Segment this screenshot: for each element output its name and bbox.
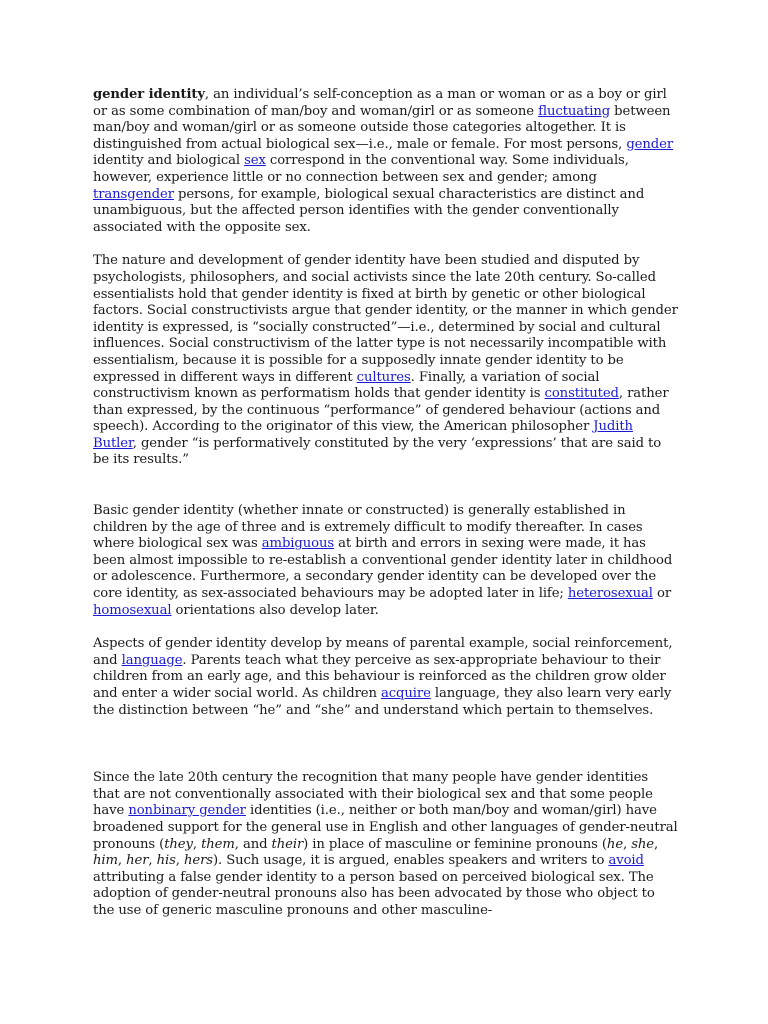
pronoun: she <box>631 836 654 852</box>
text: , <box>653 836 659 852</box>
paragraph-aspects <box>93 636 678 719</box>
text: at birth and errors in sexing were made, it has been almost impossible to re-establish a conventional gender identity later in childhood or adolescence. Furthermore, a secondary gender identity can be developed over the core identity, as sex-associated behaviours may be adopted later in life; <box>93 536 673 602</box>
link-transgender[interactable]: transgender <box>93 186 174 202</box>
pronoun: he <box>606 836 624 852</box>
text: attributing a false gender identity to a person based on perceived biological sex. The adoption of gender-neutral pronouns also has been advocated by those who object to the use of generic masculine pronouns and other masculine- <box>93 869 655 918</box>
text: Aspects of gender identity develop by means of parental example, social reinforcement, and <box>93 636 673 668</box>
link-ambiguous[interactable]: ambiguous <box>261 536 335 552</box>
article-body <box>93 87 678 920</box>
pronoun: them <box>201 836 235 852</box>
link-nonbinary-gender[interactable]: nonbinary gender <box>128 803 246 819</box>
text: identities (i.e., neither or both man/boy and woman/girl) have broadened support for the general use in English and other languages of gender-neutral pronouns ( <box>93 803 678 852</box>
link-acquire[interactable]: acquire <box>380 686 431 701</box>
text: The nature and development of gender identity have been studied and disputed by psychologists, philosophers, and social activists since the late 20th century. So-called essentialists hold that gender identity is fixed at birth by genetic or other biological factors. Social constructivists argue that gender identity, or the manner in which gender identity is expressed, is “socially constructed”—i.e., determined by social and cultural influences. Social constructivism of the latter type is not necessarily incompatible with essentialism, because it is possible for a supposedly innate gender identity to be expressed in different ways in different <box>93 253 678 385</box>
link-judith-butler[interactable]: Judith Butler <box>93 419 633 451</box>
term-heading: gender identity <box>93 87 205 102</box>
text: . Parents teach what they perceive as sex-appropriate behaviour to their children from an early age, and this behaviour is reinforced as the children grow older and enter a wider social world. As children <box>93 652 666 701</box>
pronoun: hers <box>183 853 213 869</box>
text: Since the late 20th century the recognition that many people have gender identities that are not conventionally associated with their biological sex and that some people have <box>93 770 653 819</box>
paragraph-pronouns <box>93 770 678 919</box>
text: Basic gender identity (whether innate or constructed) is generally established in children by the age of three and is extremely difficult to modify thereafter. In cases where biological sex was <box>93 503 643 552</box>
paragraph-development <box>93 503 678 619</box>
text: language, they also learn very early the distinction between “he” and “she” and understand which pertain to themselves. <box>93 686 672 718</box>
link-avoid[interactable]: avoid <box>608 853 644 869</box>
link-homosexual[interactable]: homosexual <box>93 602 172 618</box>
link-language[interactable]: language <box>121 652 183 668</box>
pronoun: him <box>93 853 118 869</box>
text: , <box>192 836 202 852</box>
link-gender[interactable]: gender <box>626 136 674 152</box>
text: , <box>175 853 184 869</box>
text: correspond in the conventional way. Some individuals, however, experience little or no connection between sex and gender; among <box>93 153 629 185</box>
text: . Finally, a variation of social constructivism known as performatism holds that gender identity is <box>93 369 600 402</box>
paragraph-theories <box>93 253 678 469</box>
text: persons, for example, biological sexual characteristics are distinct and unambiguous, but the affected person identifies with the gender conventionally associated with the opposite sex. <box>93 186 645 235</box>
link-heterosexual[interactable]: heterosexual <box>567 586 653 602</box>
link-fluctuating[interactable]: fluctuating <box>538 103 611 119</box>
pronoun: they <box>164 836 193 852</box>
text: or <box>652 586 672 602</box>
text: , gender “is performatively constituted by the very ‘expressions’ that are said to be its results.” <box>93 435 662 468</box>
text: , <box>148 853 157 869</box>
text: ). Such usage, it is argued, enables speakers and writers to <box>212 853 609 869</box>
link-cultures[interactable]: cultures <box>356 369 411 385</box>
text: , <box>623 836 632 852</box>
text: , rather than expressed, by the continuous “performance” of gendered behaviour (actions and speech). According to the originator of this view, the American philosopher <box>93 386 669 435</box>
pronoun: their <box>271 836 304 852</box>
pronoun: her <box>126 853 149 869</box>
link-sex[interactable]: sex <box>244 153 266 169</box>
text: between man/boy and woman/girl or as someone outside those categories altogether. It is distinguished from actual biological sex—i.e., male or female. For most persons, <box>93 103 671 152</box>
text: orientations also develop later. <box>171 602 379 618</box>
paragraph-definition <box>93 87 678 236</box>
pronoun: his <box>156 853 176 869</box>
text: ) in place of masculine or feminine pronouns ( <box>303 836 607 852</box>
text: , an individual’s self-conception as a man or woman or as a boy or girl or as some combination of man/boy and woman/girl or as someone <box>93 87 667 119</box>
text: , <box>117 853 127 869</box>
text: identity and biological <box>93 153 245 169</box>
link-constituted[interactable]: constituted <box>544 386 619 402</box>
text: , and <box>234 836 272 852</box>
